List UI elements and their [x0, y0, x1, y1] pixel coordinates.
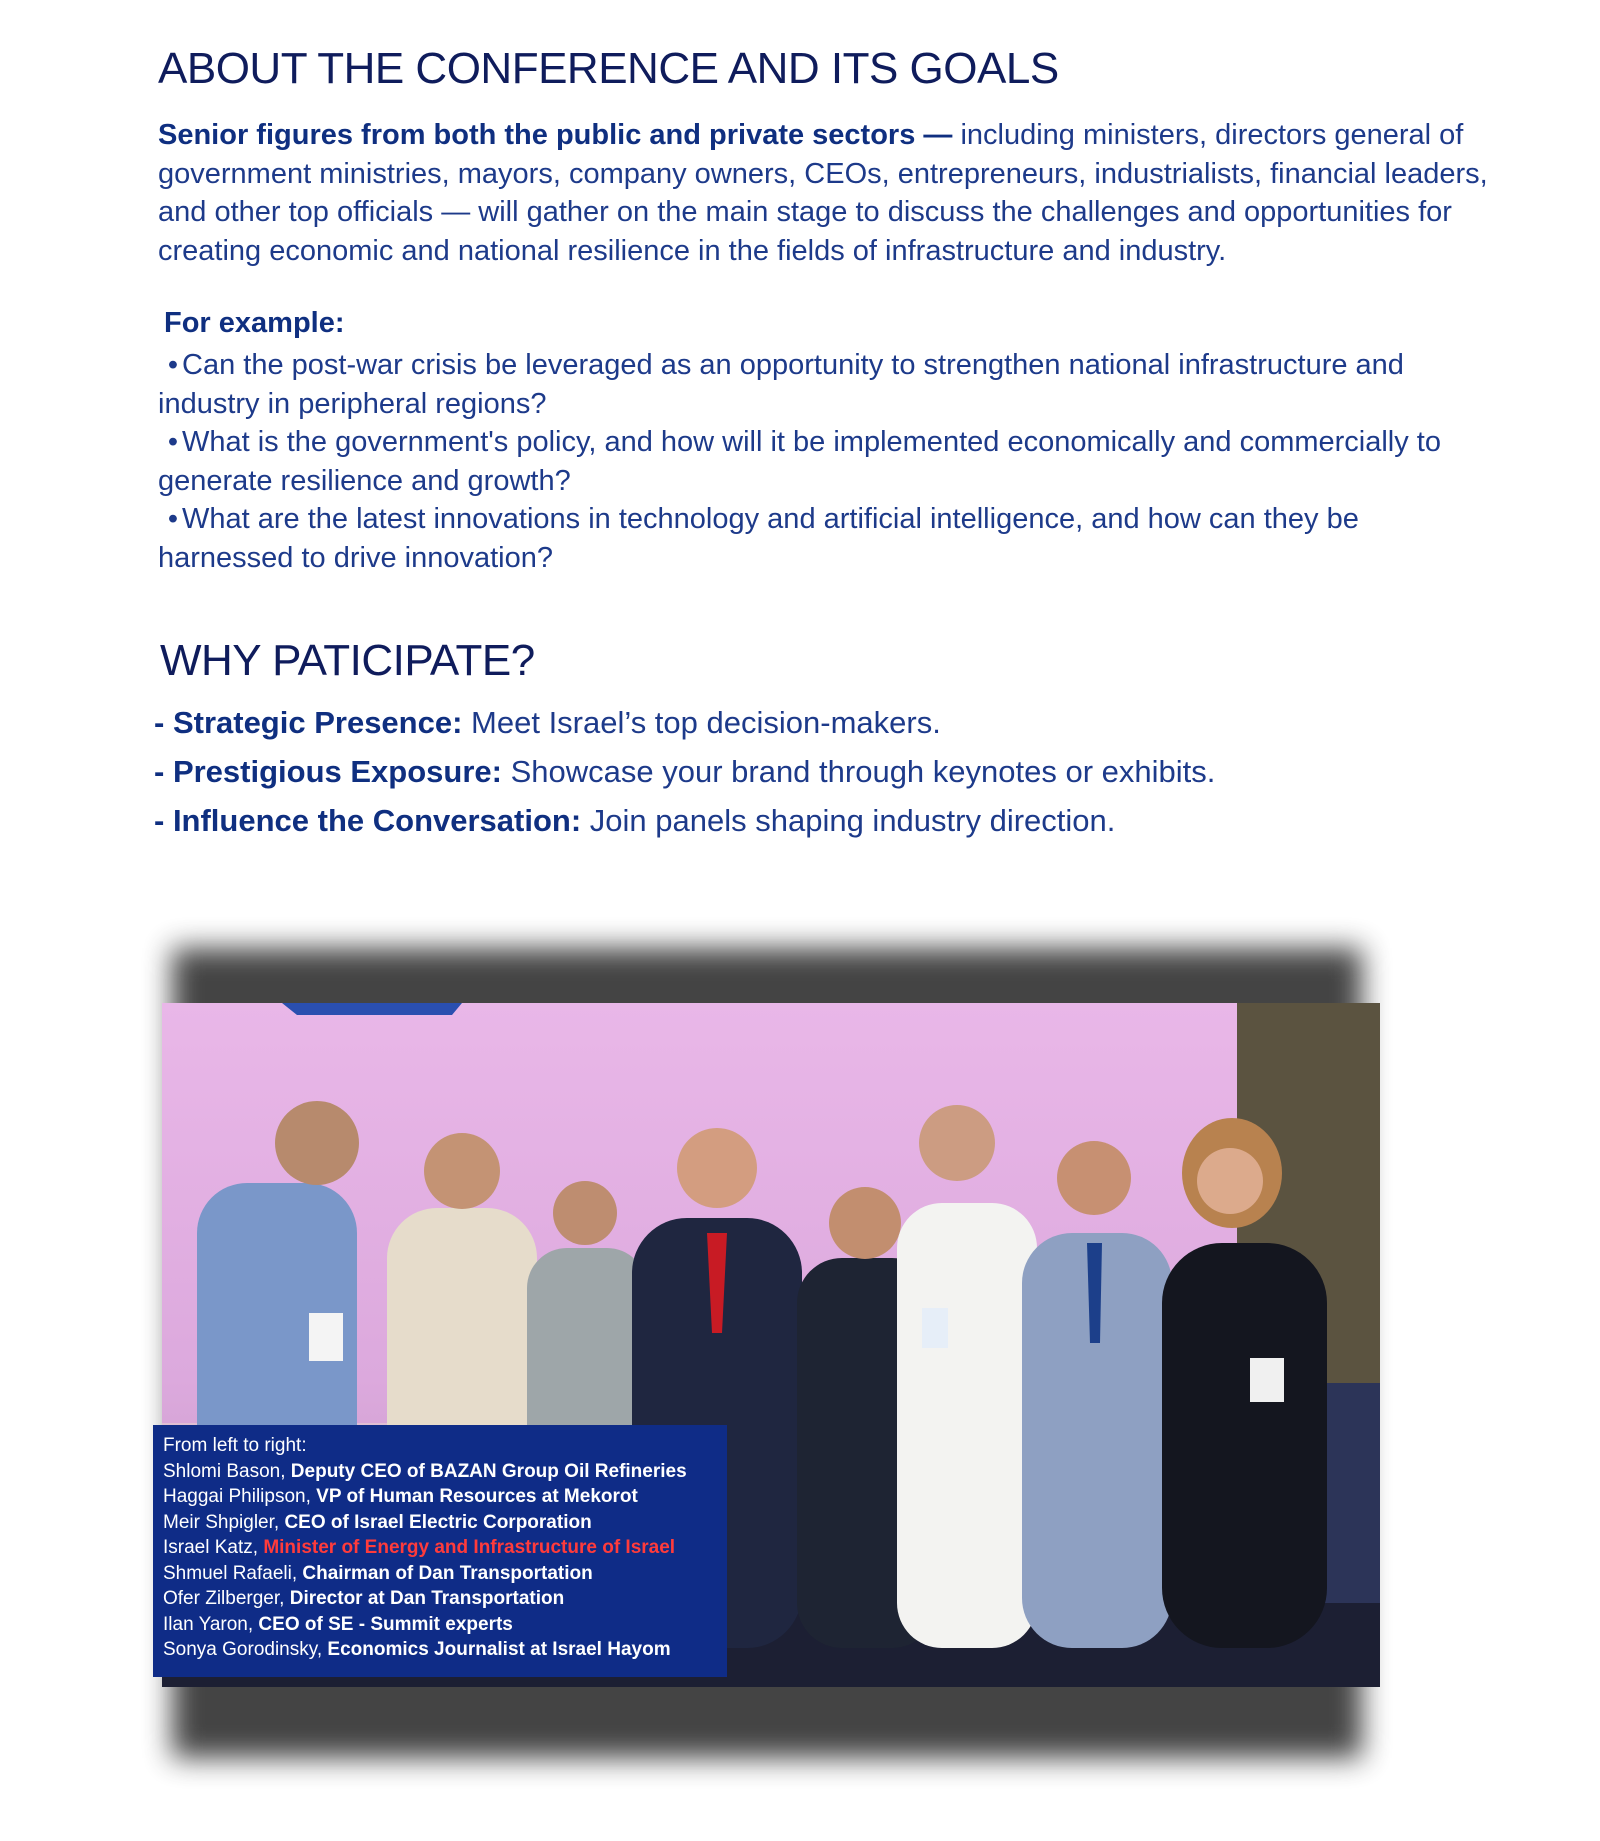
- benefit-term: Prestigious Exposure:: [172, 754, 502, 789]
- question-text: What are the latest innovations in technology and artificial intelligence, and how can they be harnessed to drive innovation?: [158, 503, 1359, 574]
- caption-person-row: [163, 1586, 717, 1612]
- caption-person-role-highlighted: Minister of Energy and Infrastructure of Israel: [263, 1537, 676, 1558]
- caption-person-role: CEO of SE - Summit experts: [258, 1613, 513, 1635]
- photo-caption-box: [153, 1425, 727, 1677]
- caption-person-name: Sonya Gorodinsky,: [163, 1639, 328, 1660]
- benefit-text: Showcase your brand through keynotes or exhibits.: [501, 754, 1216, 789]
- caption-person-role: Director at Dan Transportation: [289, 1588, 565, 1609]
- about-heading: ABOUT THE CONFERENCE AND ITS GOALS: [158, 44, 1059, 93]
- caption-person-row: [163, 1484, 717, 1510]
- benefit-term: Influence the Conversation:: [172, 803, 582, 838]
- question-text: Can the post-war crisis be leveraged as an opportunity to strengthen national infrastructure and industry in peripheral regions?: [158, 349, 1404, 420]
- caption-person-role: Economics Journalist at Israel Hayom: [327, 1639, 671, 1660]
- benefit-list: [154, 698, 1215, 845]
- caption-person-row: [163, 1637, 717, 1663]
- caption-person-name: Haggai Philipson,: [163, 1486, 317, 1507]
- caption-person-row: [163, 1535, 717, 1561]
- backdrop-logo-fragment: [282, 1003, 462, 1015]
- caption-person-name: Ilan Yaron,: [163, 1613, 259, 1635]
- intro-bold-lead: Senior figures from both the public and private sectors —: [158, 119, 953, 151]
- question-item: [158, 500, 1478, 577]
- caption-person-name: Israel Katz,: [163, 1537, 264, 1558]
- caption-person-name: Meir Shpigler,: [163, 1511, 285, 1533]
- why-participate-heading: WHY PATICIPATE?: [160, 636, 535, 685]
- caption-person-role: VP of Human Resources at Mekorot: [316, 1486, 638, 1507]
- question-text: What is the government's policy, and how will it be implemented economically and commercially to generate resilience and growth?: [158, 426, 1441, 497]
- person-figure: [897, 1105, 1037, 1648]
- question-item: [158, 423, 1478, 500]
- benefit-text: Meet Israel’s top decision-makers.: [462, 705, 941, 740]
- benefit-prefix: -: [154, 705, 173, 740]
- caption-person-name: Ofer Zilberger,: [163, 1588, 290, 1609]
- caption-person-row: [163, 1459, 717, 1485]
- intro-body-text: including ministers, directors general of government ministries, mayors, company owners, CEOs, entrepreneurs, industrialists, financial leaders, and other top officials — will gather on the main stage to discuss the challenges and opportunities for creating economic and national resilience in the fields of infrastructure and industry.: [158, 119, 1488, 267]
- benefit-item: [154, 698, 1215, 747]
- bullet-dot-icon: •: [167, 349, 178, 381]
- person-figure: [1022, 1141, 1172, 1648]
- bullet-dot-icon: •: [167, 426, 178, 458]
- caption-person-row: [163, 1510, 717, 1536]
- caption-intro: From left to right:: [163, 1435, 307, 1456]
- benefit-item: [154, 747, 1215, 796]
- benefit-prefix: -: [154, 803, 173, 838]
- caption-person-row: [163, 1561, 717, 1587]
- example-label: For example:: [164, 307, 345, 339]
- caption-person-role: CEO of Israel Electric Corporation: [284, 1511, 592, 1533]
- caption-person-name: Shmuel Rafaeli,: [163, 1562, 303, 1584]
- bullet-dot-icon: •: [167, 503, 178, 535]
- caption-person-row: [163, 1612, 717, 1638]
- benefit-term: Strategic Presence:: [172, 705, 463, 740]
- about-intro-paragraph: [158, 116, 1518, 270]
- caption-person-role: Deputy CEO of BAZAN Group Oil Refineries: [290, 1460, 687, 1482]
- benefit-text: Join panels shaping industry direction.: [581, 803, 1116, 838]
- caption-person-name: Shlomi Bason,: [163, 1460, 291, 1482]
- benefit-item: [154, 796, 1215, 845]
- question-list: [158, 346, 1478, 577]
- caption-person-role: Chairman of Dan Transportation: [302, 1562, 593, 1584]
- question-item: [158, 346, 1478, 423]
- benefit-prefix: -: [154, 754, 173, 789]
